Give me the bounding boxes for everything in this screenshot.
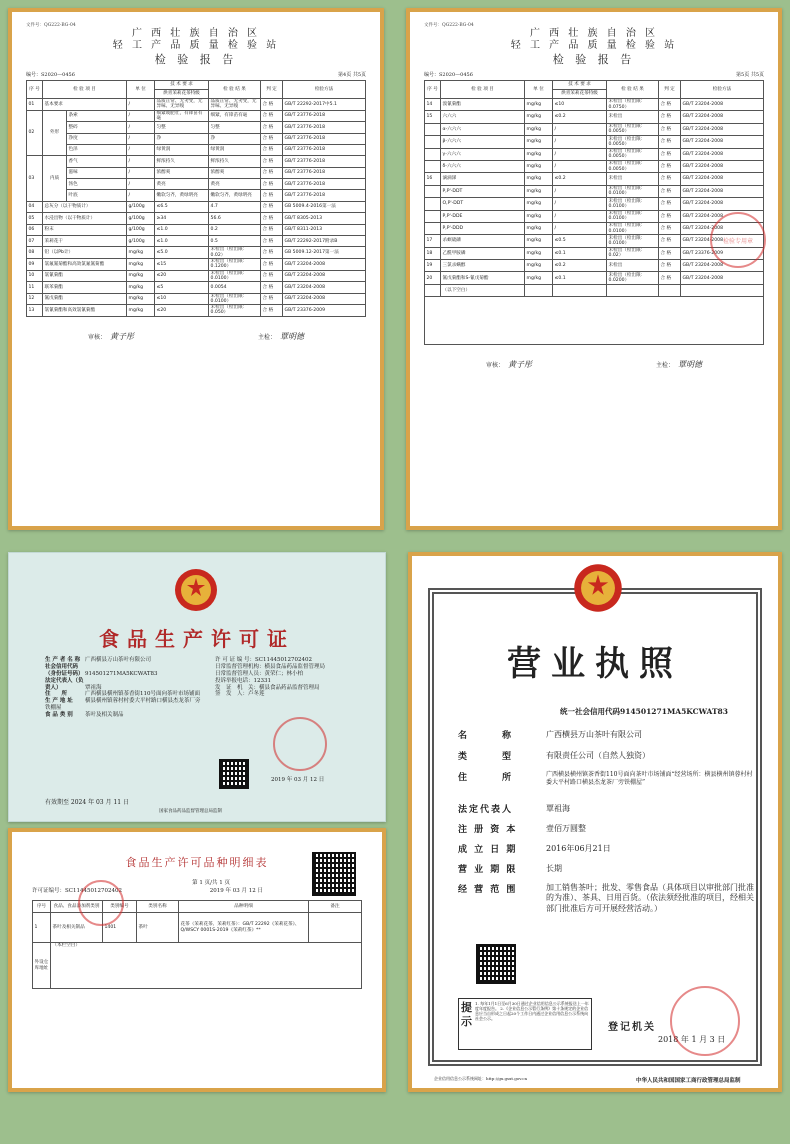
inspection-stamp: 检验专用章 [710, 212, 766, 268]
business-field-label: 营 业 期 限 [458, 865, 518, 875]
business-field-value: 广西横县万山茶叶有限公司 [546, 730, 642, 739]
table-row: 色泽 / 绿黄润 绿黄润 合 格 GB/T 23776-2018 [27, 144, 366, 155]
table-row: 10 氯氰菊酯 mg/kg ≤20 未检出（检出限：0.0100） 合 格 GB/T 23204-2008 [27, 270, 366, 282]
col-tech: 技 术 要 求 [553, 81, 607, 90]
credit-code: 统一社会信用代码914501271MA5KCWAT83 [560, 707, 728, 716]
col-code: 类别编号 [103, 901, 137, 913]
table-row: 02 外形 条索 / 细紧或肥壮，有锋苗有毫 细紧，有锋苗有毫 合 格 GB/T 23776-2018 [27, 110, 366, 122]
table-body-4 [27, 99, 366, 317]
table-row: 外设仓库地址 （本栏空白） [33, 943, 362, 989]
col-seq: 序 号 [425, 81, 441, 99]
license-footer: 国家食品药品监督管理总局监制 [159, 809, 222, 814]
business-field-label: 经 营 范 围 [458, 885, 518, 895]
business-field-value: 长期 [546, 864, 562, 873]
business-stamp [670, 986, 740, 1056]
table-row: 汤色 / 黄亮 黄亮 合 格 GB/T 23776-2018 [27, 179, 366, 190]
table-row: 1 茶叶及相关制品 1401 茶叶 花茶（茉莉花茶、茉莉红茶）：GB/T 22292《茉莉花茶》、Q/WSCY 0001S-2019《茉莉红茶》** [33, 913, 362, 943]
notice-label: 提示 [461, 1001, 472, 1028]
license-title: 食品生产许可证 [99, 627, 295, 651]
col-item: 检 验 项 目 [43, 81, 127, 99]
field-food-category: 食 品 类 别 茶叶及相关制品 [45, 712, 124, 718]
table-row: 04 总灰分（以干物质计） g/100g ≤6.5 4.7 合 格 GB 5009.4-2016第一法 [27, 201, 366, 212]
table-row: α-六六六 mg/kg / 未检出（检出限：0.0050） 合 格 GB/T 23204-2008 [425, 123, 764, 135]
table-row: P,P'-DDT mg/kg / 未检出（检出限：0.0100） 合 格 GB/T 23204-2008 [425, 185, 764, 197]
license-stamp [273, 717, 327, 771]
field-license-no: 许 可 证 编 号：SC11445012702402 [215, 657, 312, 663]
field-production-address: 生 产 地 址 横县横州镇蓉村村委大平村路口横县杰龙茶厂旁铁棚屋 [45, 698, 201, 712]
table-row: 03 内质 香气 / 鲜浓持久 鲜浓持久 合 格 GB/T 23776-2018 [27, 156, 366, 167]
table-row: 整碎 / 匀整 匀整 合 格 GB/T 23776-2018 [27, 122, 366, 133]
business-field-value: 加工销售茶叶；批发、零售食品（具体项目以审批部门批准的为准）、茶具、日用百货。（依法须经批准的项目，经相关部门批准后方可开展经营活动。） [546, 883, 754, 913]
inspection-table-4 [26, 80, 366, 317]
notice-box [458, 998, 592, 1050]
table-row: 19 三氯杀螨醇 mg/kg ≤0.2 未检出 合 格 GB/T 23204-2008 [425, 260, 764, 272]
col-tech-sub: 烘青茉莉花茶特级 [155, 90, 209, 99]
file-number: 文件号：QG222-BG-04 [26, 23, 76, 28]
col-unit: 单 位 [127, 81, 155, 99]
approver: 审核： 黄子彤 [87, 331, 134, 341]
registration-authority: 登记机关 [608, 1022, 656, 1033]
table-row: 12 氰戊菊酯 mg/kg ≤10 未检出（检出限：0.0100） 合 格 GB/T 23204-2008 [27, 293, 366, 305]
col-seq: 序 号 [27, 81, 43, 99]
business-field-value: 壹佰万圆整 [546, 824, 586, 833]
table-row: （以下空白） [425, 284, 764, 296]
business-field-value: 覃祖海 [546, 804, 570, 813]
business-field-label: 名 称 [458, 731, 514, 741]
table-row: β-六六六 mg/kg / 未检出（检出限：0.0050） 合 格 GB/T 23204-2008 [425, 136, 764, 148]
report-heading-2: 轻 工 产 品 质 量 检 验 站 [112, 39, 280, 51]
col-tech-sub: 烘青茉莉花茶特级 [553, 90, 607, 99]
field-legal-rep: 法定代表人（负责人） 覃祖海 [45, 677, 102, 691]
report-page-4 [8, 8, 384, 530]
report-page-5 [406, 8, 782, 530]
table-row: 滋味 / 浓醇爽 浓醇爽 合 格 GB/T 23776-2018 [27, 167, 366, 178]
table-row: δ-六六六 mg/kg / 未检出（检出限：0.0050） 合 格 GB/T 23204-2008 [425, 160, 764, 172]
col-name: 类别名称 [137, 901, 179, 913]
table-row: 净度 / 净 净 合 格 GB/T 23776-2018 [27, 133, 366, 144]
table-row: 14 溴氰菊酯 mg/kg ≤10 未检出（检出限：0.0750） 合 格 GB/T 23204-2008 [425, 99, 764, 111]
business-field-label: 法定代表人 [458, 805, 514, 815]
table-row: 06 粉末 g/100g ≤1.0 0.2 合 格 GB/T 8311-2013 [27, 224, 366, 235]
business-title: 营业执照 [507, 644, 683, 684]
table-row: 05 水浸出物（以干物质计） g/100g ≥34 56.6 合 格 GB/T 8305-2013 [27, 213, 366, 224]
file-number: 文件号：QG222-BG-04 [424, 23, 474, 28]
col-judge: 判 定 [659, 81, 681, 99]
detail-title: 食品生产许可品种明细表 [125, 856, 269, 869]
field-credit-code: 社会信用代码（身份证号码）914501271MA5KCWAT83 [45, 663, 158, 677]
col-n: 序号 [33, 901, 51, 913]
table-row: 13 氯氰菊酯和高效氯氰菊酯 mg/kg ≤20 未检出（检出限：0.050） 合 格 GB/T 23376-2009 [27, 305, 366, 317]
col-method: 检验方法 [681, 81, 764, 99]
footer-left: 企业信用信息公示系统网址：http://gx.gsxt.gov.cn [434, 1076, 528, 1081]
col-judge: 判 定 [261, 81, 283, 99]
approver: 审核： 黄子彤 [485, 360, 532, 370]
table-row: 15 六六六 mg/kg ≤0.2 未检出 合 格 GB/T 23204-2008 [425, 111, 764, 123]
business-field-label: 类 型 [458, 752, 514, 762]
license-right-fields [215, 657, 365, 698]
notice-text: 1. 每年1月1日至6月30日通过企业信用信息公示系统报送上一年度年度报告。 2.《企业信息公示暂行条例》第十条规定的企业信息应当自形成之日起20个工作日内通过企业信用信息公示系统向社会公示。 [475, 1001, 589, 1021]
col-result: 检 验 结 果 [607, 81, 659, 99]
detail-page: 第 1 页/共 1 页 [192, 880, 230, 886]
report-number: 编号：S2020—0456 [26, 72, 75, 78]
table-body-5 [425, 99, 764, 297]
report-heading-3: 检 验 报 告 [552, 53, 636, 66]
business-field-label: 住 所 [458, 773, 514, 783]
field-supervisor: 日常监督管理人员：黄荣仁；林小柏 [215, 670, 304, 677]
report-heading-3: 检 验 报 告 [154, 53, 238, 66]
field-address: 住 所 广西横县横州镇茶香街110号面向茶叶市场铺面 [45, 691, 200, 698]
report-heading-1: 广 西 壮 族 自 治 区 [131, 28, 261, 39]
license-left-fields [45, 657, 205, 719]
col-tech: 技 术 要 求 [155, 81, 209, 90]
col-method: 检验方法 [283, 81, 366, 99]
page-indicator: 第5页 共5页 [736, 72, 764, 78]
page-indicator: 第4页 共5页 [338, 72, 366, 78]
table-row: P,P'-DDD mg/kg / 未检出（检出限：0.0100） 合 格 GB/T 23204-2008 [425, 222, 764, 234]
table-row: 11 联苯菊酯 mg/kg ≤5 0.0054 合 格 GB/T 23204-2008 [27, 282, 366, 293]
table-row: 20 氰戊菊酯和S-氰戊菊酯 mg/kg ≤0.1 未检出（检出限：0.0200） 合 格 GB/T 23204-2008 [425, 272, 764, 284]
national-emblem-icon [173, 567, 219, 613]
report-number: 编号：S2020—0456 [424, 72, 473, 78]
table-row: 08 铅（以Pb计） mg/kg ≤5.0 未检出（检出限：0.02） 合 格 GB 5009.12-2017第一法 [27, 247, 366, 259]
footer-right: 中华人民共和国国家工商行政管理总局监制 [636, 1078, 741, 1084]
col-cat: 食品、食品添加剂类别 [51, 901, 103, 913]
detail-license-no: 许可证编号：SC11445012702402 [32, 888, 122, 894]
valid-until: 有效期至 2024 年 03 月 11 日 [45, 799, 129, 806]
field-issuer: 发 证 机 关：横县食品药品监督管理局 [215, 684, 320, 691]
qr-code-icon [219, 759, 249, 789]
business-field-label: 成 立 日 期 [458, 845, 518, 855]
detail-stamp [78, 880, 124, 926]
national-emblem-icon [572, 562, 624, 614]
table-row: 07 茉莉花干 g/100g ≤1.0 0.5 合 格 GB/T 22292-2017附录B [27, 236, 366, 247]
table-row: 01 基本要求 / 品质正常、无劣变，无异味、无异嗅 品质正常、无劣变，无异味、无异嗅 合 格 GB/T 22292-2017中5.1 [27, 99, 366, 111]
table-row: 09 氯氟氰菊酯和高效氯氟氰菊酯 mg/kg ≤15 未检出（检出限：0.1200） 合 格 GB/T 23204-2008 [27, 258, 366, 270]
col-unit: 单 位 [525, 81, 553, 99]
detail-date: 2019 年 03 月 12 日 [209, 888, 263, 894]
production-variety-detail [8, 828, 386, 1092]
table-row: γ-六六六 mg/kg / 未检出（检出限：0.0050） 合 格 GB/T 23204-2008 [425, 148, 764, 160]
field-producer: 生 产 者 名 称 广西横县万山茶叶有限公司 [45, 657, 152, 663]
table-row: O,P'-DDT mg/kg / 未检出（检出限：0.0100） 合 格 GB/T 23204-2008 [425, 198, 764, 210]
business-field-label: 注 册 资 本 [458, 825, 518, 835]
food-production-license [8, 552, 386, 822]
col-note: 备注 [309, 901, 362, 913]
field-complaint-phone: 投诉举报电话：12331 [215, 677, 272, 684]
issue-date: 2019 年 03 月 12 日 [271, 777, 325, 783]
business-license [408, 552, 782, 1092]
report-heading-1: 广 西 壮 族 自 治 区 [529, 28, 659, 39]
col-detail: 品种明细 [179, 901, 309, 913]
business-field-value: 2016年06月21日 [546, 844, 611, 853]
field-signer: 签 发 人：卢冬莲 [215, 691, 265, 698]
col-result: 检 验 结 果 [209, 81, 261, 99]
table-row: 18 乙酰甲胺磷 mg/kg ≤0.1 未检出（检出限：0.02） 合 格 GB/T 23376-2009 [425, 247, 764, 259]
qr-code-icon [312, 852, 356, 896]
qr-code-icon [476, 944, 516, 984]
field-supervision-org: 日常监督管理机构：横县食品药品监督管理局 [215, 663, 326, 670]
inspection-table-5 [424, 80, 764, 345]
main-inspector: 主检： 覃明德 [257, 331, 304, 341]
table-row: 叶底 / 嫩软匀齐，黄绿明亮 嫩软匀齐，黄绿明亮 合 格 GB/T 23776-2018 [27, 190, 366, 201]
license-date: 2018 年 1 月 3 日 [658, 1035, 726, 1044]
table-row: P,P'-DDE mg/kg / 未检出（检出限：0.0100） 合 格 GB/T 23204-2008 [425, 210, 764, 222]
business-field-value: 有限责任公司（自然人独资） [546, 751, 650, 760]
table-row: 17 杀螟硫磷 mg/kg ≤0.5 未检出（检出限：0.0100） 合 格 GB/T 23204-2008 [425, 235, 764, 247]
main-inspector: 主检： 覃明德 [655, 360, 702, 370]
table-row: 16 滴滴涕 mg/kg ≤0.2 未检出 合 格 GB/T 23204-2008 [425, 173, 764, 185]
col-item: 检 验 项 目 [441, 81, 525, 99]
business-field-value: 广西横县横州镇茶香街110号面向茶叶市场铺面“经营场所：横县横州镇蓉村村委大平村路口横县杰龙茶厂旁铁棚屋” [546, 771, 753, 786]
report-heading-2: 轻 工 产 品 质 量 检 验 站 [510, 39, 678, 51]
